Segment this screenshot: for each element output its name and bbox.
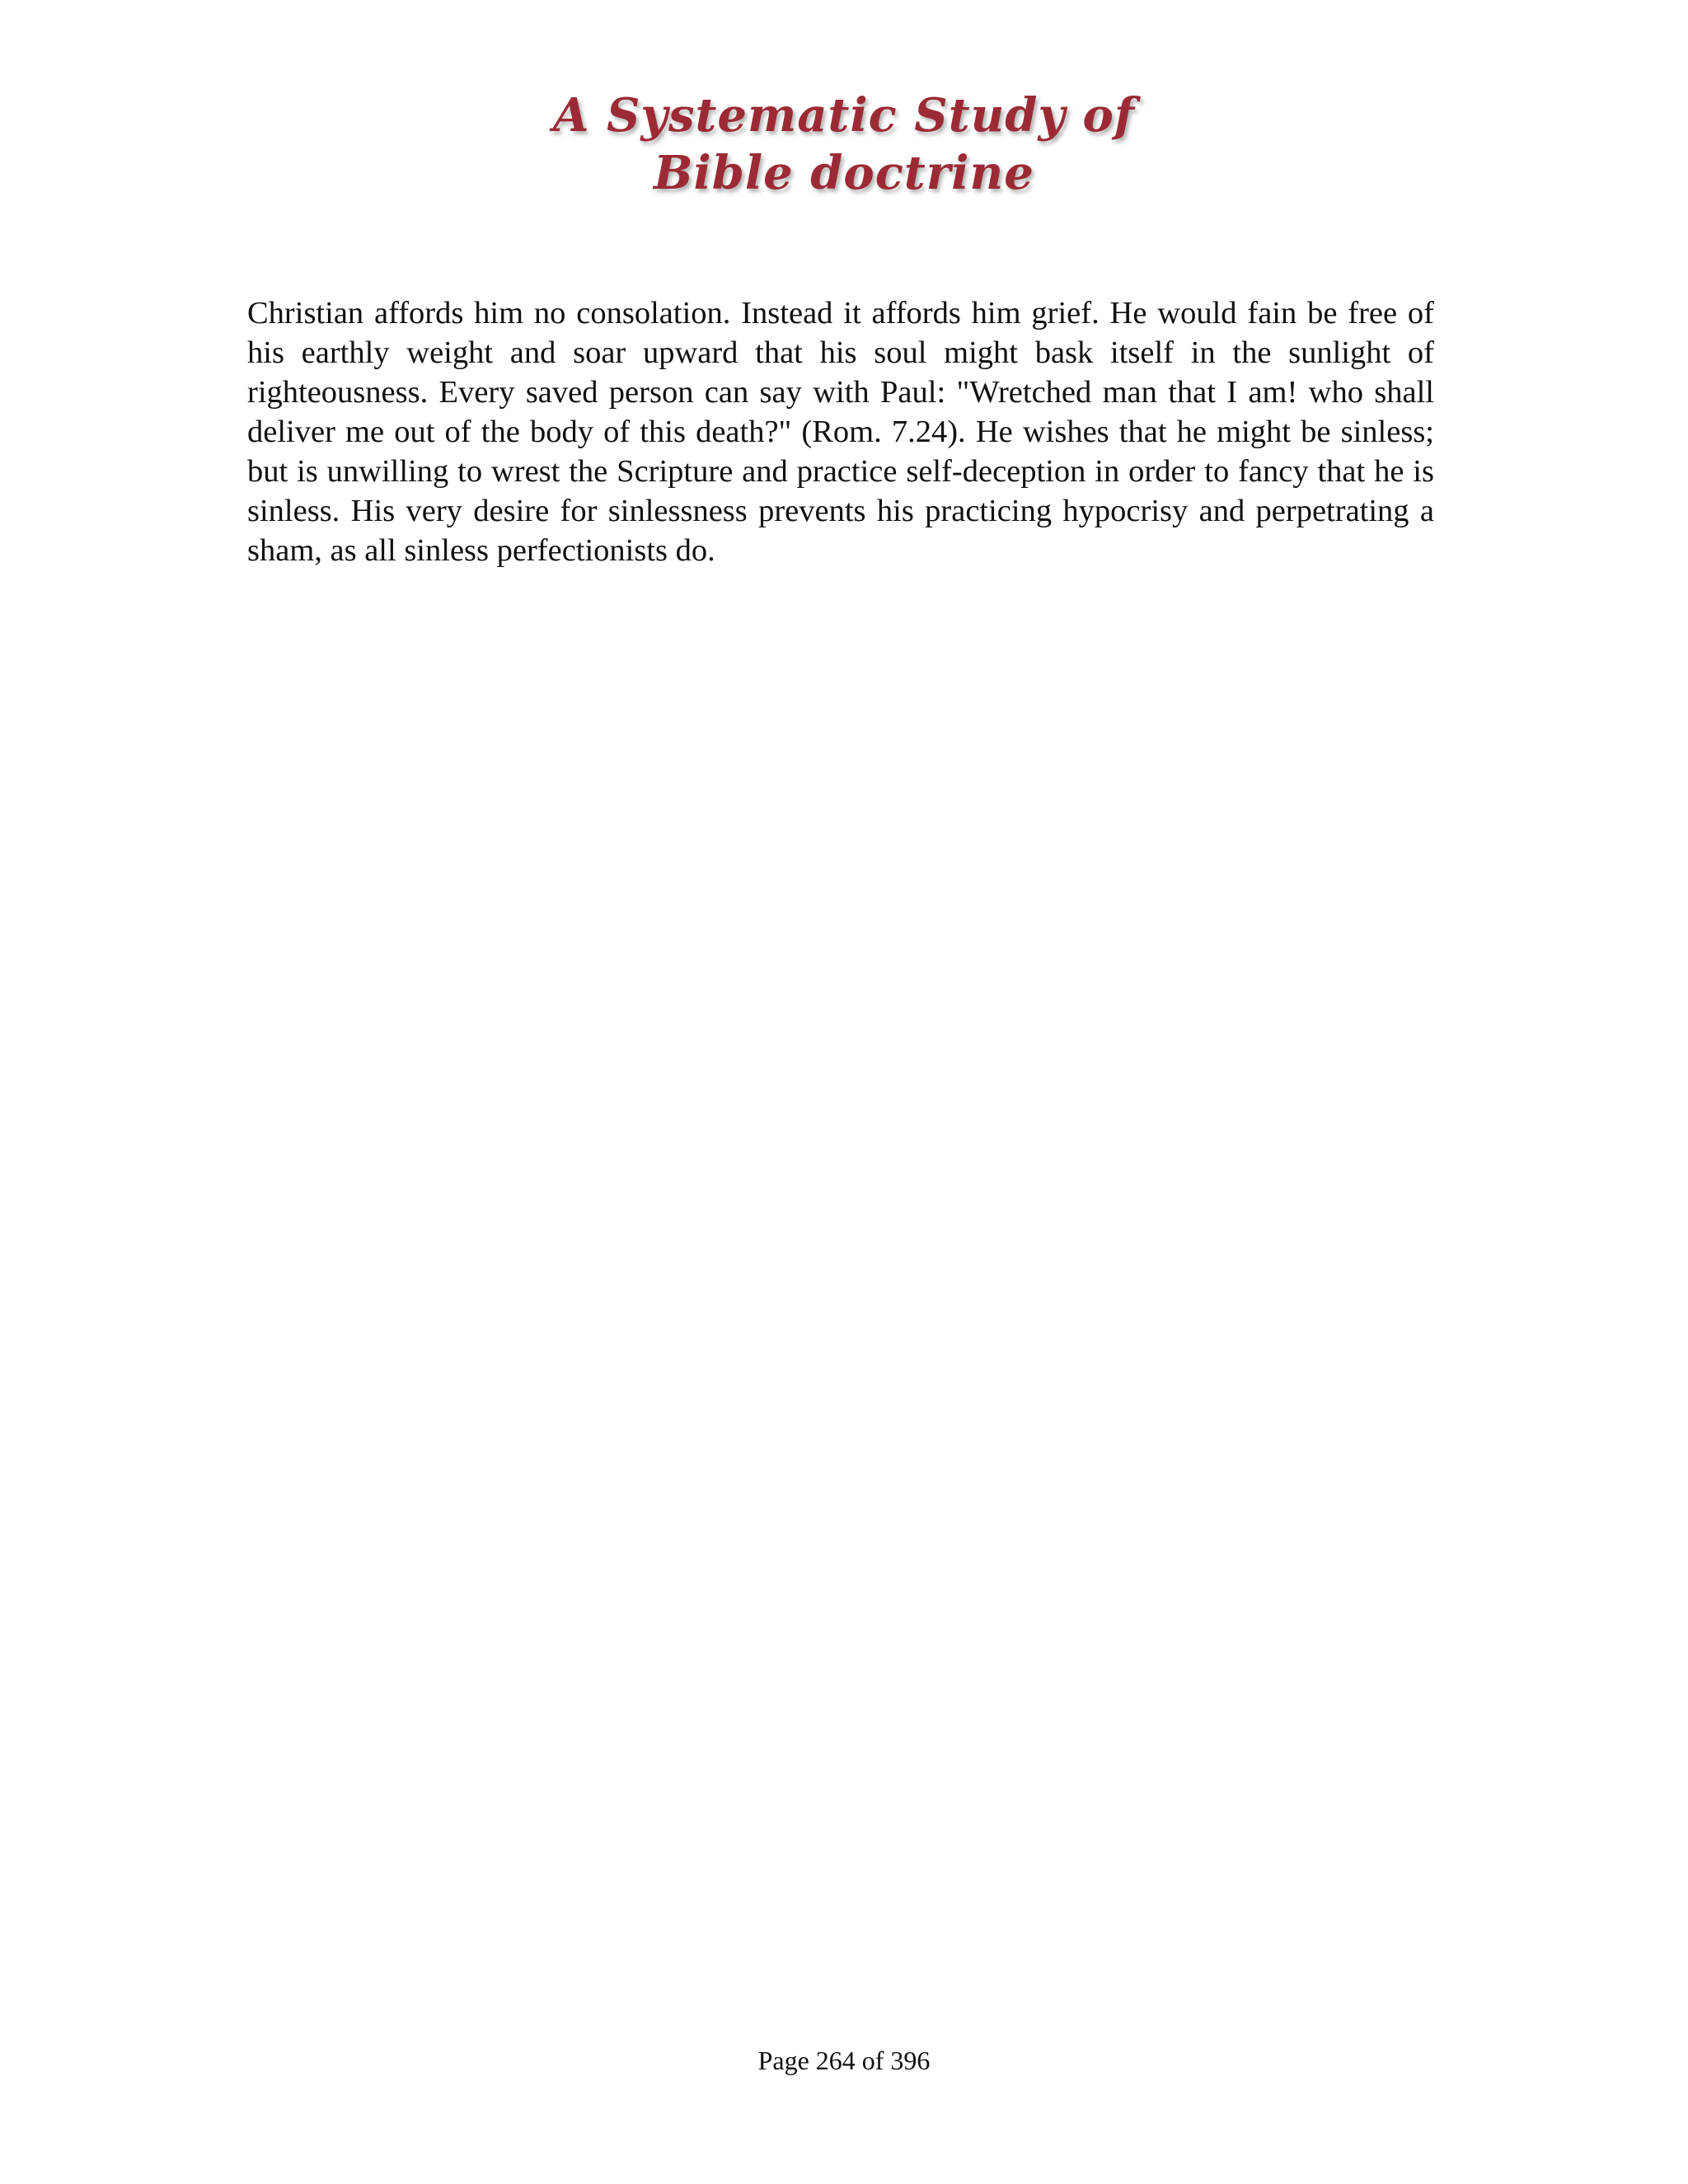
book-title-logo (0, 87, 1688, 202)
book-title-line-1: A Systematic Study of (553, 88, 1135, 143)
page-number: Page 264 of 396 (757, 2046, 931, 2075)
book-title-line-2: Bible doctrine (654, 146, 1034, 200)
body-paragraph: Christian affords him no consolation. Instead it affords him grief. He would fain be free of his earthly weight and soar upward that his soul might bask itself in the sunlight of righteousness. Every saved person can say with Paul: "Wretched man that I am! who shall deliver me out of the body of this death?" (Rom. 7.24). He wishes that he might be sinless; but is unwilling to wrest the Scripture and practice self-deception in order to fancy that he is sinless. His very desire for sinlessness prevents his practicing hypocrisy and perpetrating a sham, as all sinless perfectionists do. (247, 296, 1434, 568)
